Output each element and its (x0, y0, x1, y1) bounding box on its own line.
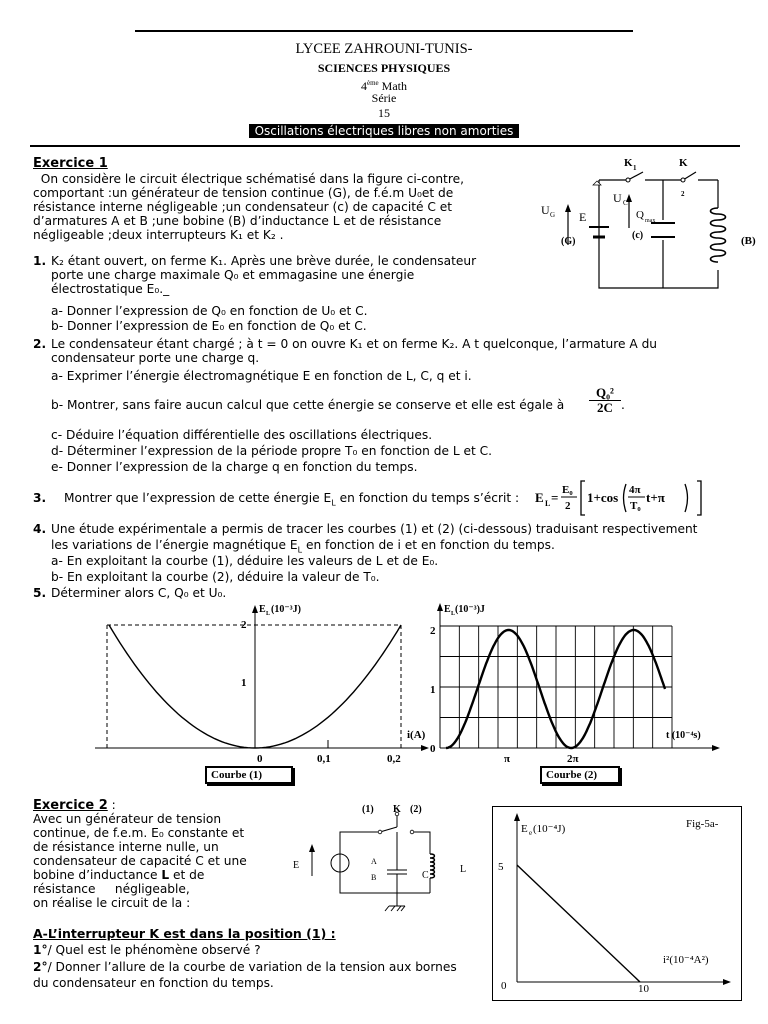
svg-text:t+π: t+π (646, 490, 665, 505)
svg-text:G: G (550, 211, 556, 219)
svg-text:(B): (B) (741, 235, 756, 247)
svg-text:10: 10 (638, 983, 649, 995)
header-bottom-rule (30, 145, 740, 147)
question-1b: b- Donner l’expression de E₀ en fonction de Q₀ et C. (51, 319, 367, 333)
svg-text:1+cos: 1+cos (587, 490, 619, 505)
intro-line: négligeable ;deux interrupteurs K₁ et K₂ . (33, 228, 284, 242)
svg-text:0: 0 (501, 980, 507, 992)
question-2c: c- Déduire l’équation différentielle des oscillations électriques. (51, 428, 433, 442)
ex2-question-2: 2°/ Donner l’allure de la courbe de variation de la tension aux bornes (33, 960, 457, 974)
svg-text:T₀: T₀ (630, 500, 641, 512)
svg-text:0,1: 0,1 (317, 753, 331, 765)
svg-text:t (10⁻⁴s): t (10⁻⁴s) (666, 730, 701, 741)
circuit-diagram-1 (533, 150, 768, 300)
svg-text:E: E (293, 860, 300, 871)
intro-line: comportant :un générateur de tension continue (G), de f.é.m U₀et de (33, 186, 454, 200)
svg-text:2: 2 (430, 625, 436, 637)
svg-text:2π: 2π (567, 753, 579, 765)
svg-text:E: E (259, 604, 266, 615)
fig5-energy-line (517, 865, 640, 982)
svg-text:4π: 4π (629, 484, 641, 496)
question-5-number: 5. (33, 586, 47, 600)
serie-label: Série (371, 91, 397, 105)
serie-number: 15 (378, 106, 390, 120)
curve-2-chart (430, 600, 720, 770)
svg-text:K: K (624, 157, 633, 169)
svg-text:2: 2 (565, 500, 571, 512)
question-2a: a- Exprimer l’énergie électromagnétique E en fonction de L, C, q et i. (51, 369, 472, 383)
formula-dot: . (621, 398, 625, 412)
svg-text:1: 1 (633, 164, 637, 172)
svg-text:0: 0 (430, 743, 436, 755)
curve-1-chart (95, 600, 430, 770)
q1-line: électrostatique E₀._ (51, 282, 170, 296)
level: 4ème Math (360, 79, 407, 93)
exercise-2-heading: Exercice 2 : (33, 798, 116, 813)
svg-text:0: 0 (257, 753, 263, 765)
question-1-number: 1. (33, 254, 47, 268)
svg-text:L: L (460, 864, 467, 875)
svg-text:(2): (2) (410, 804, 422, 815)
fig-5a-chart (493, 807, 739, 999)
topic-banner: Oscillations électriques libres non amorties (249, 124, 519, 138)
svg-text:(10⁻⁴J): (10⁻⁴J) (533, 823, 566, 835)
svg-text:(G): (G) (561, 236, 576, 247)
ex2-line: on réalise le circuit de la : (33, 896, 191, 910)
svg-text:U: U (541, 203, 550, 217)
svg-text:E: E (444, 604, 451, 615)
exercise-2-intro (33, 812, 247, 910)
question-2-number: 2. (33, 337, 47, 351)
ex2-line: condensateur de capacité C et une (33, 854, 247, 868)
curve-2-caption: Courbe (2) (540, 766, 620, 784)
curve-1-caption: Courbe (1) (205, 766, 293, 784)
intro-line: d’armatures A et B ;une bobine (B) d’inductance L et de résistance (33, 214, 442, 228)
svg-text:E: E (579, 210, 587, 224)
q2-line: Le condensateur étant chargé ; à t = 0 on ouvre K₁ et on ferme K₂. A t quelconque, l’armature A du (51, 337, 658, 351)
q1-line: K₂ étant ouvert, on ferme K₁. Après une brève durée, le condensateur (51, 254, 477, 268)
svg-text:C: C (623, 199, 628, 207)
formula-q0-over-2c (589, 386, 621, 415)
q1-line: porte une charge maximale Q₀ et emmagasine une énergie (51, 268, 415, 282)
svg-text:π: π (504, 753, 511, 765)
svg-text:E: E (521, 823, 528, 835)
svg-text:Q: Q (636, 209, 644, 221)
question-2 (51, 337, 657, 365)
question-4a: a- En exploitant la courbe (1), déduire les valeurs de L et de E₀. (51, 554, 439, 568)
intro-line: résistance interne négligeable ;un condensateur (c) de capacité C et (33, 200, 453, 214)
coil-icon (430, 854, 435, 878)
formula-numerator: Q₀² (596, 385, 614, 400)
svg-text:1: 1 (430, 684, 436, 696)
header-top-rule (135, 30, 633, 32)
question-2e: e- Donner l’expression de la charge q en fonction du temps. (51, 460, 418, 474)
ex2-line: Avec un générateur de tension (33, 812, 222, 826)
part-a-title: A-L’interrupteur K est dans la position (1) : (33, 926, 336, 941)
ex2-line: bobine d’inductance L et de (33, 868, 205, 882)
svg-text:L: L (545, 499, 551, 508)
question-4b: b- En exploitant la courbe (2), déduire la valeur de T₀. (51, 570, 380, 584)
svg-text:i²(10⁻⁴A²): i²(10⁻⁴A²) (663, 954, 709, 966)
formula-denominator: 2C (589, 400, 621, 415)
question-1a: a- Donner l’expression de Q₀ en fonction de U₀ et C. (51, 304, 368, 318)
svg-text:A: A (371, 857, 377, 866)
intro-line: On considère le circuit électrique schématisé dans la figure ci-contre, (33, 172, 464, 186)
svg-text:L: L (266, 611, 271, 617)
svg-text:2: 2 (681, 190, 685, 198)
svg-text:max: max (645, 218, 656, 224)
svg-text:B: B (371, 873, 377, 882)
svg-text:0,2: 0,2 (387, 753, 401, 765)
question-3: Montrer que l’expression de cette énergie $E_L$ en fonction du temps s’écrit : (64, 491, 520, 508)
svg-text:U: U (613, 191, 622, 205)
question-4-number: 4. (33, 522, 47, 536)
svg-text:e: e (529, 829, 533, 837)
question-4-line-2: les variations de l’énergie magnétique $E_L$ en fonction de i et en fonction du temps. (51, 538, 555, 555)
svg-text:i(A): i(A) (407, 729, 426, 741)
coil-icon (711, 208, 726, 262)
svg-text:E: E (535, 490, 544, 505)
svg-text:(1): (1) (362, 804, 374, 815)
svg-text:C: C (422, 870, 429, 881)
question-4-line-1: Une étude expérimentale a permis de tracer les courbes (1) et (2) (ci-dessous) traduisant respectivement (51, 522, 698, 536)
svg-text:K: K (679, 157, 688, 169)
q2-line: condensateur porte une charge q. (51, 351, 260, 365)
exercise-1-intro (33, 172, 464, 242)
svg-text:(c): (c) (632, 230, 644, 241)
question-3-number: 3. (33, 491, 47, 505)
svg-text:Fig-5a-: Fig-5a- (686, 818, 719, 830)
school-name: LYCEE ZAHROUNI-TUNIS- (295, 41, 473, 57)
exercise-2-title: Exercice 2 (33, 798, 108, 813)
svg-text:=: = (551, 490, 559, 505)
ex2-question-1: 1°/ Quel est le phénomène observé ? (33, 943, 261, 957)
question-1 (51, 254, 476, 296)
svg-text:(10⁻³J): (10⁻³J) (271, 604, 301, 615)
ex2-line: résistance négligeable, (33, 882, 190, 896)
question-5: Déterminer alors C, Q₀ et U₀. (51, 586, 227, 600)
svg-text:2: 2 (241, 619, 247, 631)
subject: SCIENCES PHYSIQUES (317, 61, 451, 75)
svg-text:L: L (451, 611, 456, 617)
svg-text:1: 1 (241, 677, 247, 689)
circuit-diagram-2 (285, 798, 485, 928)
svg-text:K: K (393, 804, 401, 815)
ex2-line: de résistance interne nulle, un (33, 840, 219, 854)
switch-k1 (628, 172, 643, 180)
formula-energy-vs-time (533, 478, 713, 518)
question-2b: b- Montrer, sans faire aucun calcul que cette énergie se conserve et elle est égale à (51, 398, 565, 412)
svg-text:E₀: E₀ (562, 484, 573, 496)
question-2d: d- Déterminer l’expression de la période propre T₀ en fonction de L et C. (51, 444, 493, 458)
svg-text:(10⁻³)J: (10⁻³)J (455, 604, 485, 615)
svg-text:5: 5 (498, 861, 504, 873)
exercise-1-title: Exercice 1 (33, 156, 108, 171)
ex2-question-2-cont: du condensateur en fonction du temps. (33, 976, 274, 990)
ex2-line: continue, de f.e.m. E₀ constante et (33, 826, 245, 840)
